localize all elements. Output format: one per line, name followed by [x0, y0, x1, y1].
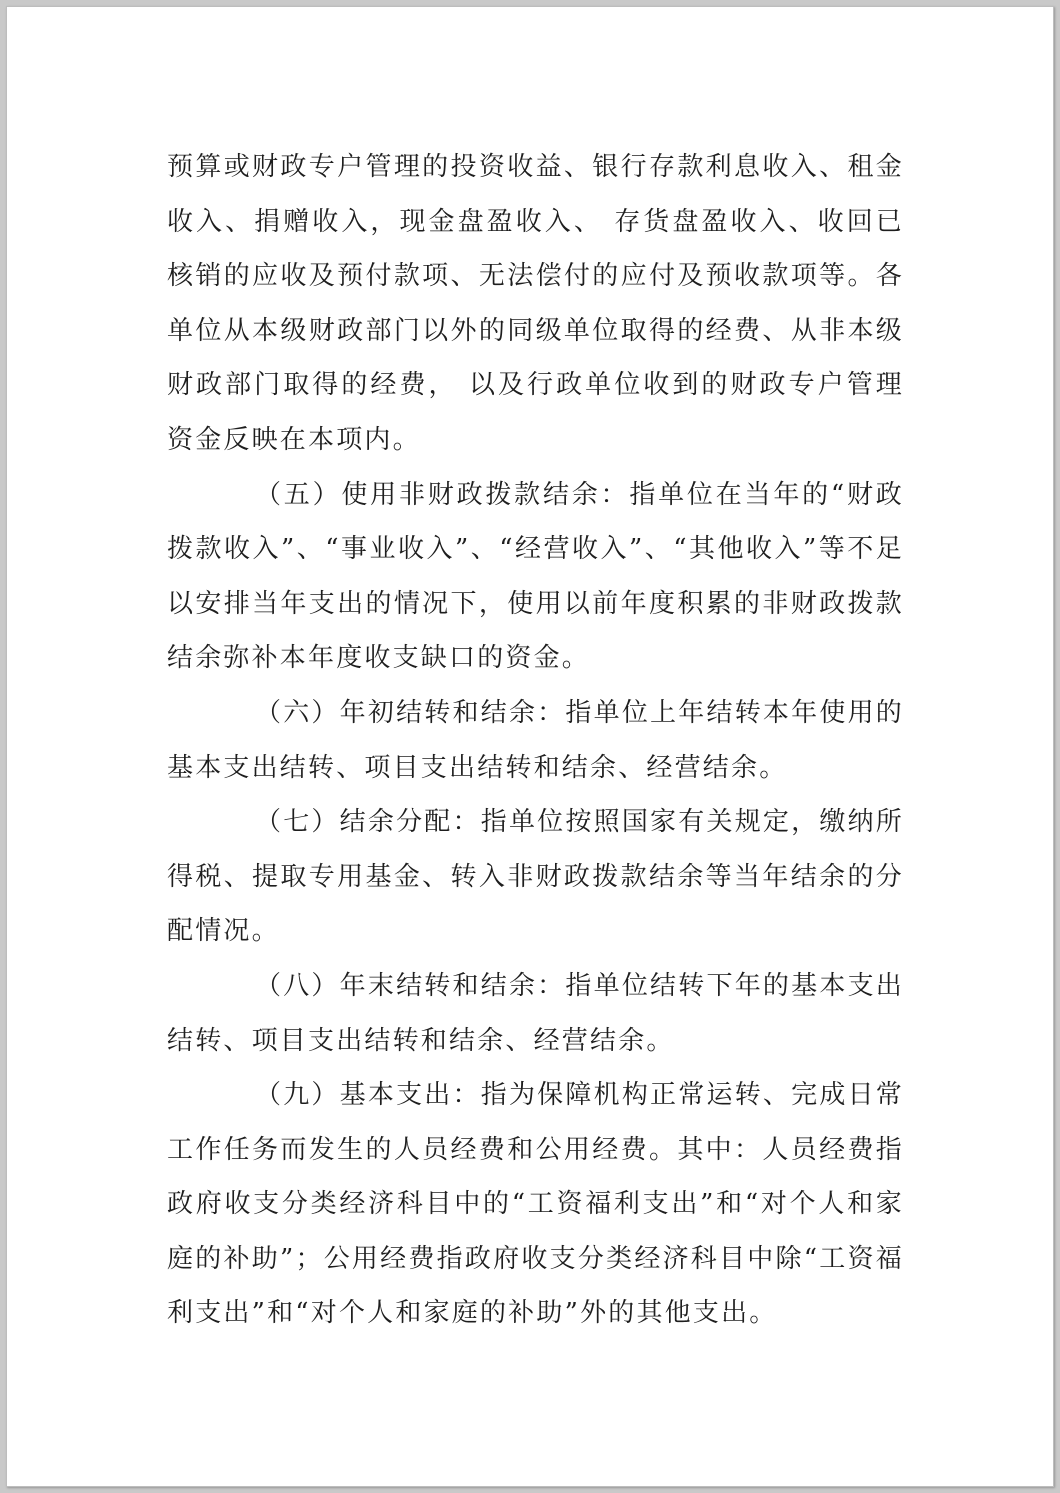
document-page	[6, 6, 1054, 1487]
body-text	[167, 140, 904, 1341]
paragraph-continuation: 预算或财政专户管理的投资收益、银行存款利息收入、租金收入、捐赠收入，现金盘盈收入、 存货盘盈收入、收回已核销的应收及预付款项、无法偿付的应付及预收款项等。各单位从本级财政部门以外的同级单位取得的经费、从非本级财政部门取得的经费， 以及行政单位收到的财政专户管理资金反映在本项内。	[167, 152, 904, 455]
paragraph-item-6: （六）年初结转和结余：指单位上年结转本年使用的基本支出结转、项目支出结转和结余、经营结余。	[167, 697, 904, 783]
paragraph-item-9: （九）基本支出：指为保障机构正常运转、完成日常工作任务而发生的人员经费和公用经费。其中：人员经费指政府收支分类经济科目中的“工资福利支出”和“对个人和家庭的补助”；公用经费指政府收支分类经济科目中除“工资福利支出”和“对个人和家庭的补助”外的其他支出。	[167, 1080, 904, 1329]
paragraph-item-8: （八）年末结转和结余：指单位结转下年的基本支出结转、项目支出结转和结余、经营结余。	[167, 970, 904, 1056]
paragraph-item-5: （五）使用非财政拨款结余：指单位在当年的“财政拨款收入”、“事业收入”、“经营收入”、“其他收入”等不足以安排当年支出的情况下，使用以前年度积累的非财政拨款结余弥补本年度收支缺口的资金。	[167, 479, 904, 674]
paragraph-item-7: （七）结余分配：指单位按照国家有关规定，缴纳所得税、提取专用基金、转入非财政拨款结余等当年结余的分配情况。	[167, 807, 904, 947]
